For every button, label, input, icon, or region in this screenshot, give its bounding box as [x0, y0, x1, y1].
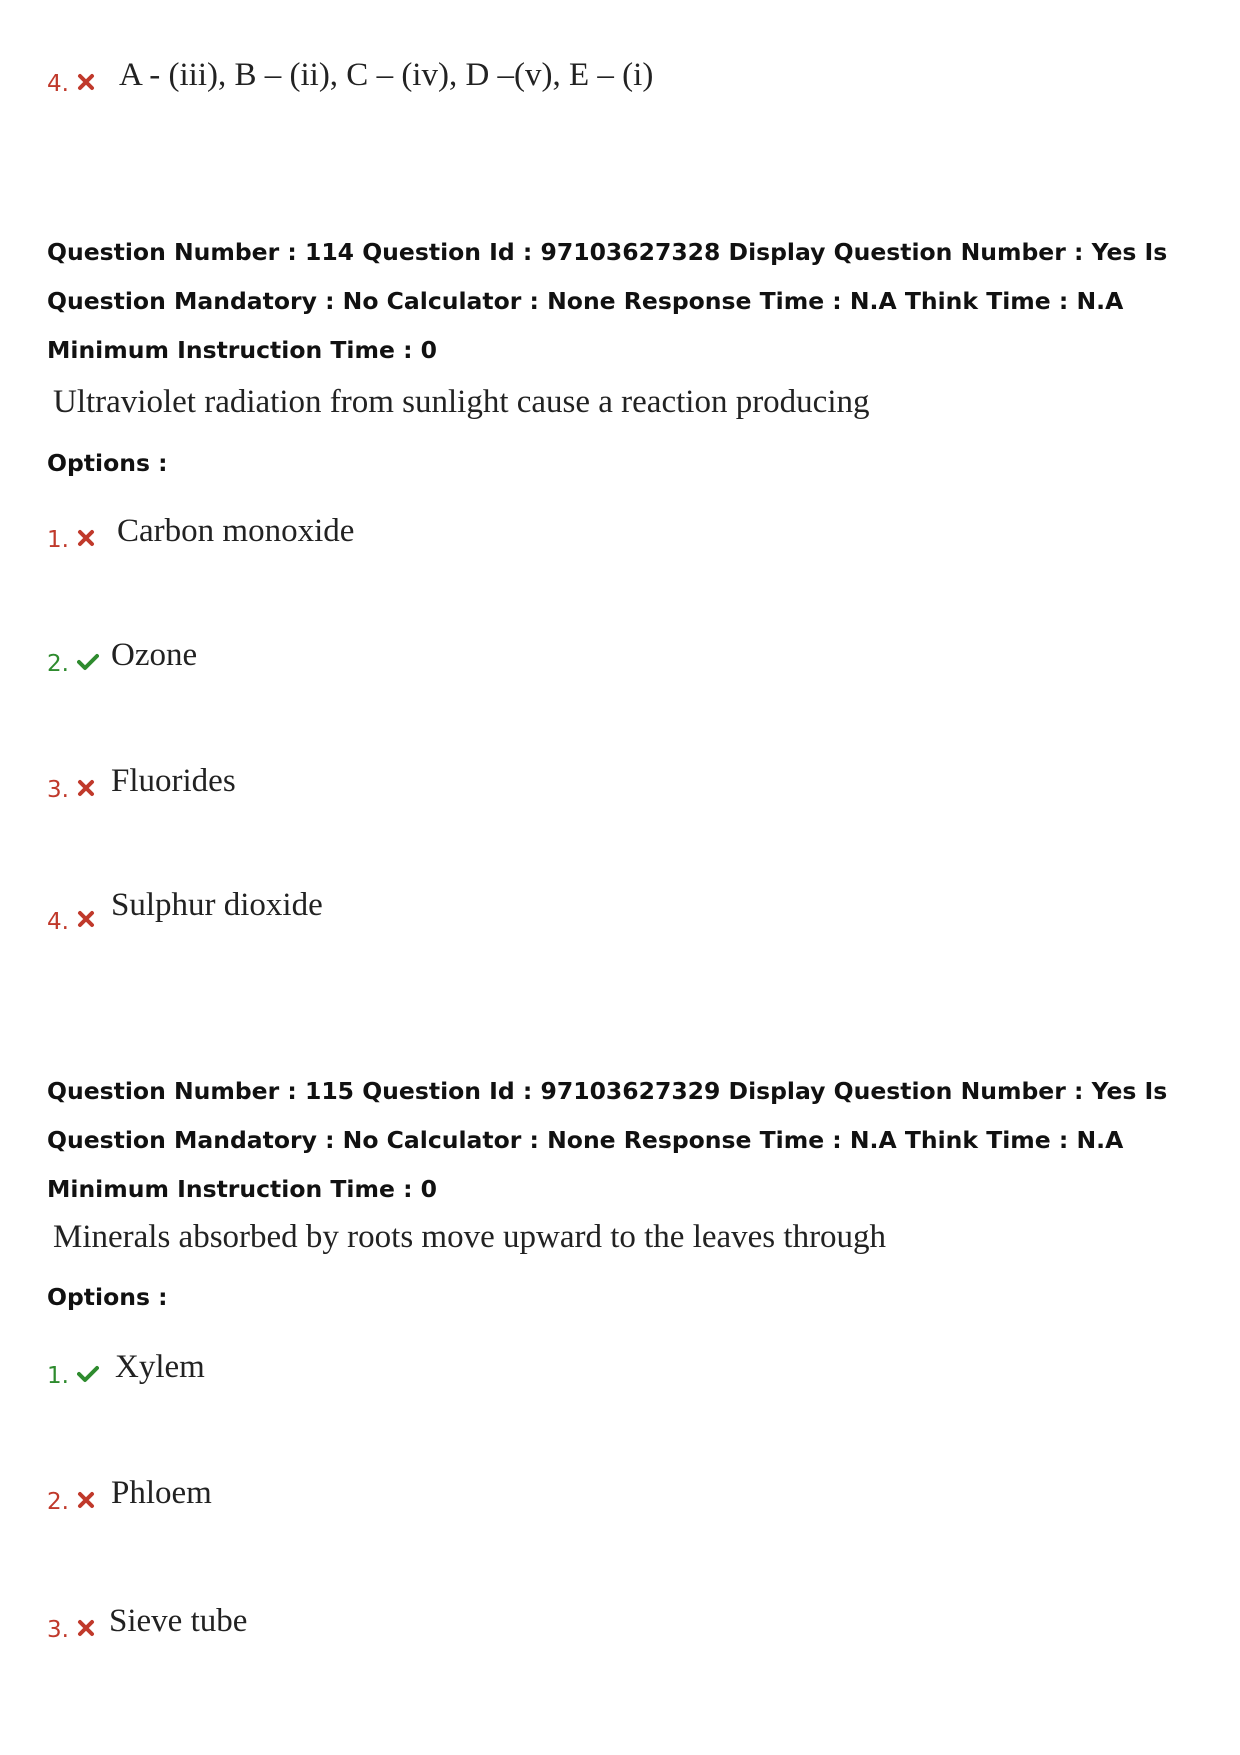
- question-114-option-4: [47, 886, 1147, 946]
- option-text: A - (iii), B – (ii), C – (iv), D –(v), E – (i): [119, 57, 654, 93]
- prev-question-option-4: [47, 56, 1147, 116]
- option-text: Phloem: [111, 1475, 212, 1511]
- cross-icon: [77, 529, 99, 551]
- option-number: 2.: [47, 1489, 69, 1515]
- option-number: 2.: [47, 651, 69, 677]
- question-meta-114: Question Number : 114 Question Id : 97103627328 Display Question Number : Yes Is Question Mandatory : No Calculator : None Response Time : N.A Think Time : N.A Minimum Instruction Time : 0: [47, 238, 1168, 364]
- option-text: Fluorides: [111, 763, 236, 799]
- cross-icon: [77, 779, 99, 801]
- question-115-option-2: [47, 1474, 1147, 1534]
- options-label: Options :: [47, 1283, 168, 1311]
- question-meta-115: Question Number : 115 Question Id : 97103627329 Display Question Number : Yes Is Question Mandatory : No Calculator : None Response Time : N.A Think Time : N.A Minimum Instruction Time : 0: [47, 1077, 1168, 1203]
- question-text-115: Minerals absorbed by roots move upward to the leaves through: [53, 1219, 887, 1255]
- option-text: Xylem: [115, 1349, 205, 1385]
- check-icon: [77, 653, 99, 675]
- question-114-option-3: [47, 762, 1147, 822]
- option-text: Ozone: [111, 637, 198, 673]
- option-number: 4.: [47, 71, 69, 97]
- option-number: 1.: [47, 527, 69, 553]
- option-number: 3.: [47, 777, 69, 803]
- question-114-option-2: [47, 636, 1147, 696]
- option-text: Sieve tube: [109, 1603, 248, 1639]
- question-115-option-3: [47, 1602, 1147, 1662]
- options-label: Options :: [47, 449, 168, 477]
- question-115-option-1: [47, 1348, 1147, 1408]
- option-text: Sulphur dioxide: [111, 887, 323, 923]
- cross-icon: [77, 1491, 99, 1513]
- cross-icon: [77, 73, 99, 95]
- option-text: Carbon monoxide: [117, 513, 355, 549]
- question-text-114: Ultraviolet radiation from sunlight cause a reaction producing: [53, 384, 870, 420]
- check-icon: [77, 1365, 99, 1387]
- option-number: 1.: [47, 1363, 69, 1389]
- cross-icon: [77, 1619, 99, 1641]
- cross-icon: [77, 910, 99, 932]
- option-number: 3.: [47, 1617, 69, 1643]
- question-114-option-1: [47, 512, 1147, 572]
- option-number: 4.: [47, 909, 69, 935]
